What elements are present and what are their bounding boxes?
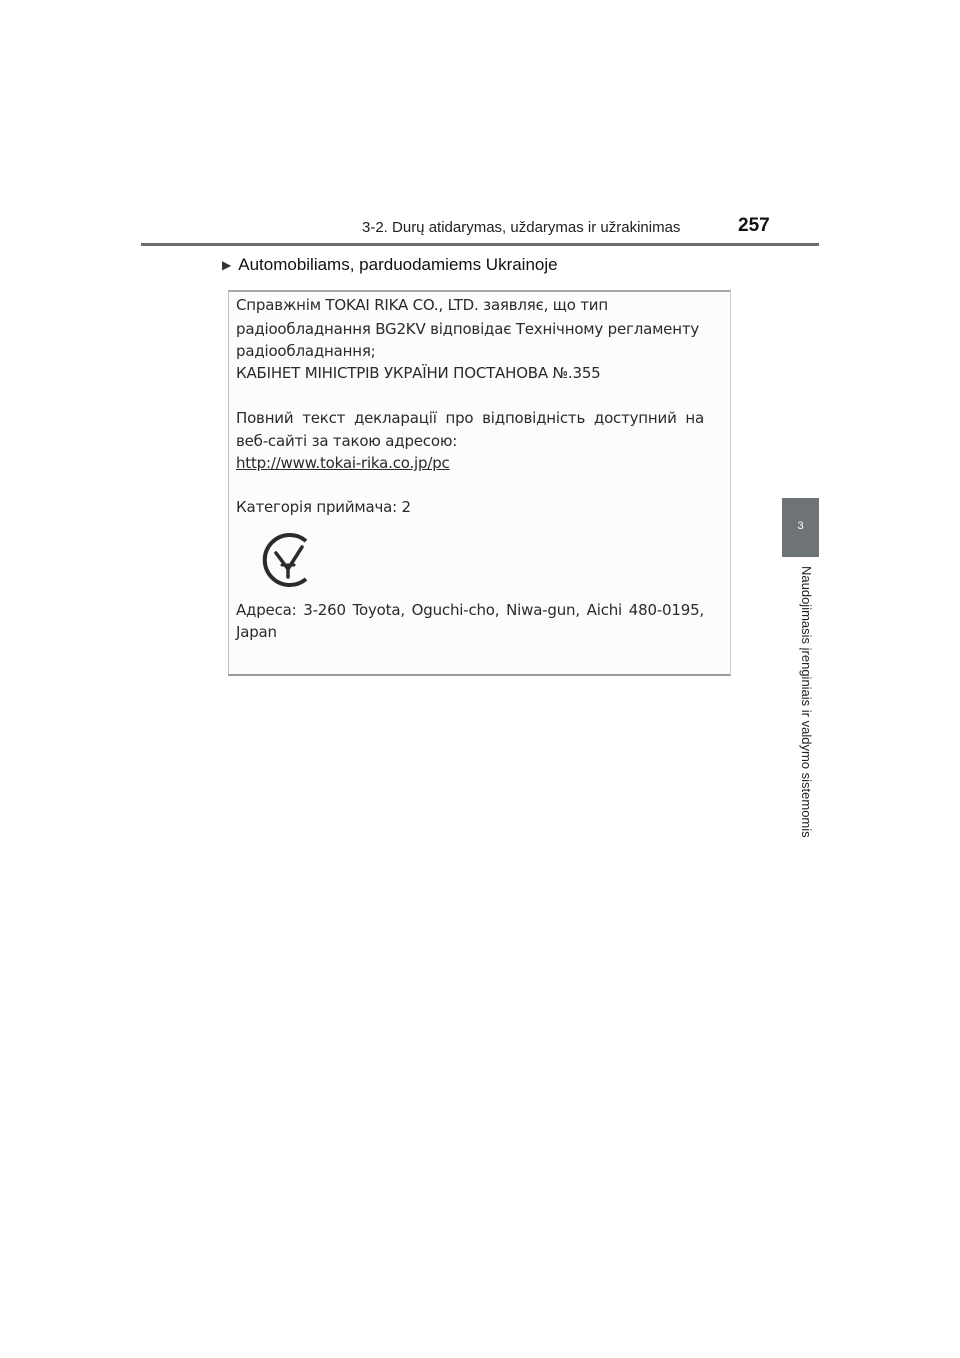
chapter-label: Naudojimasis įrenginiais ir valdymo sistemomis — [799, 566, 814, 838]
ukrainian-conformity-mark-icon — [258, 531, 316, 589]
section-heading-text: Automobiliams, parduodamiems Ukrainoje — [238, 255, 558, 274]
label-line-2: радіообладнання BG2KV відповідає Технічному регламенту — [236, 320, 700, 338]
label-line-6: веб-сайті за такою адресою: — [236, 432, 458, 450]
header-title: 3-2. Durų atidarymas, uždarymas ir užrakinimas — [362, 219, 681, 236]
chapter-number: 3 — [797, 520, 804, 532]
label-url[interactable]: http://www.tokai-rika.co.jp/pc — [236, 454, 450, 472]
section-heading — [222, 255, 558, 275]
label-line-4: КАБІНЕТ МІНІСТРІВ УКРАЇНИ ПОСТАНОВА №.355 — [236, 364, 601, 382]
label-line-5: Повний текст декларації про відповідність доступний на — [236, 409, 704, 427]
page-number: 257 — [738, 215, 770, 236]
label-address-line-2: Japan — [236, 623, 277, 641]
label-address-line-1: Адреса: 3-260 Toyota, Oguchi-cho, Niwa-gun, Aichi 480-0195, — [236, 601, 704, 619]
label-line-3: радіообладнання; — [236, 342, 376, 360]
chapter-tab — [782, 498, 819, 557]
triangle-right-icon: ▶ — [222, 258, 232, 272]
header-rule — [141, 243, 819, 246]
label-line-1: Справжнім TOKAI RIKA CO., LTD. заявляє, що тип — [236, 296, 608, 314]
label-receiver-category: Категорія приймача: 2 — [236, 498, 411, 516]
